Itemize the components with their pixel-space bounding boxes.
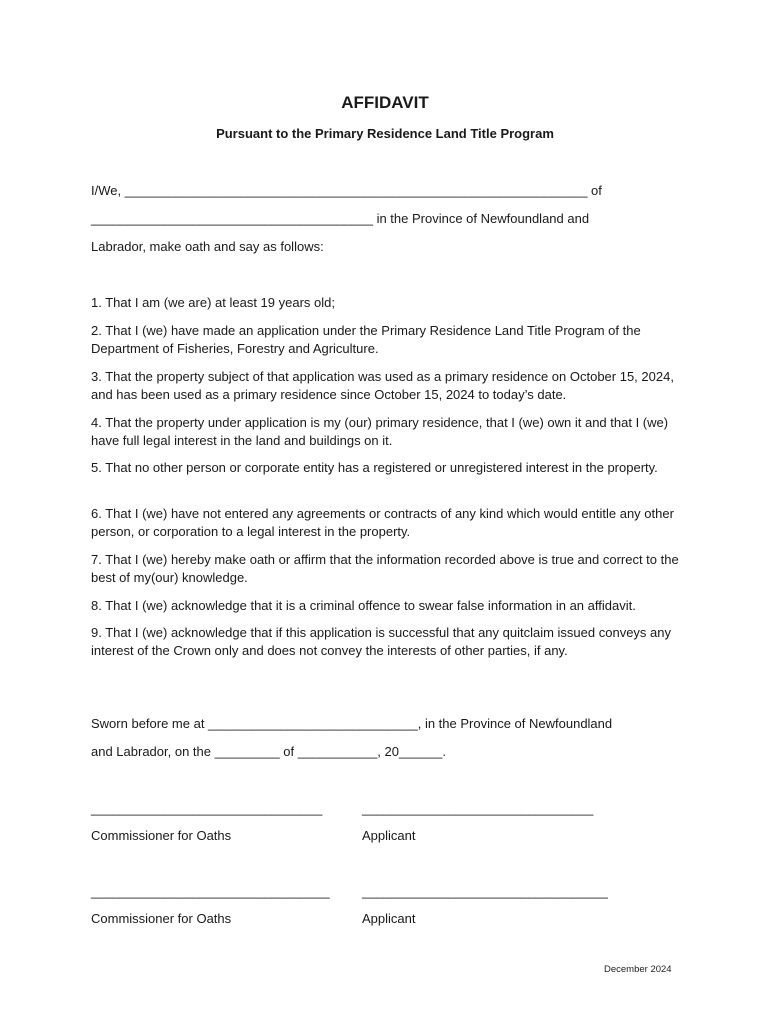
sworn-line-1: Sworn before me at _____________________________, in the Province of Newfoundland — [91, 716, 613, 731]
clause-6: 6. That I (we) have not entered any agreements or contracts of any kind which would entitle any other person, or corporation to a legal interest in the property. — [91, 506, 674, 539]
intro-line-1: I/We, ________________________________________________________________ of — [91, 183, 602, 198]
intro-line-2: _______________________________________ in the Province of Newfoundland and — [91, 211, 590, 226]
clause-2: 2. That I (we) have made an application under the Primary Residence Land Title Program of the Department of Fisheries, Forestry and Agriculture. — [91, 323, 641, 356]
applicant-label-1: Applicant — [362, 828, 416, 843]
signature-line-commissioner-1: ________________________________ — [91, 801, 323, 816]
signature-line-applicant-1: ________________________________ — [362, 801, 594, 816]
clause-5: 5. That no other person or corporate entity has a registered or unregistered interest in the property. — [91, 460, 658, 475]
clause-1: 1. That I am (we are) at least 19 years old; — [91, 295, 335, 310]
document-subtitle: Pursuant to the Primary Residence Land Title Program — [216, 126, 554, 141]
intro-line-3: Labrador, make oath and say as follows: — [91, 239, 324, 254]
clause-7: 7. That I (we) hereby make oath or affirm that the information recorded above is true and correct to the best of my(our) knowledge. — [91, 552, 679, 585]
signature-line-commissioner-2: _________________________________ — [91, 884, 330, 899]
clause-8: 8. That I (we) acknowledge that it is a criminal offence to swear false information in an affidavit. — [91, 598, 636, 613]
applicant-label-2: Applicant — [362, 911, 416, 926]
commissioner-label-2: Commissioner for Oaths — [91, 911, 232, 926]
signature-line-applicant-2: __________________________________ — [362, 884, 608, 899]
commissioner-label-1: Commissioner for Oaths — [91, 828, 232, 843]
clause-9: 9. That I (we) acknowledge that if this application is successful that any quitclaim issued conveys any interest of the Crown only and does not convey the interests of other parties, if any. — [91, 625, 671, 658]
footer-date: December 2024 — [604, 964, 672, 975]
document-title: AFFIDAVIT — [341, 93, 429, 112]
clause-4: 4. That the property under application is my (our) primary residence, that I (we) own it and that I (we) have full legal interest in the land and buildings on it. — [91, 415, 669, 448]
sworn-line-2: and Labrador, on the _________ of ___________, 20______. — [91, 744, 446, 759]
clause-3: 3. That the property subject of that application was used as a primary residence on October 15, 2024, and has been used as a primary residence since October 15, 2024 to today’s date. — [91, 369, 674, 402]
